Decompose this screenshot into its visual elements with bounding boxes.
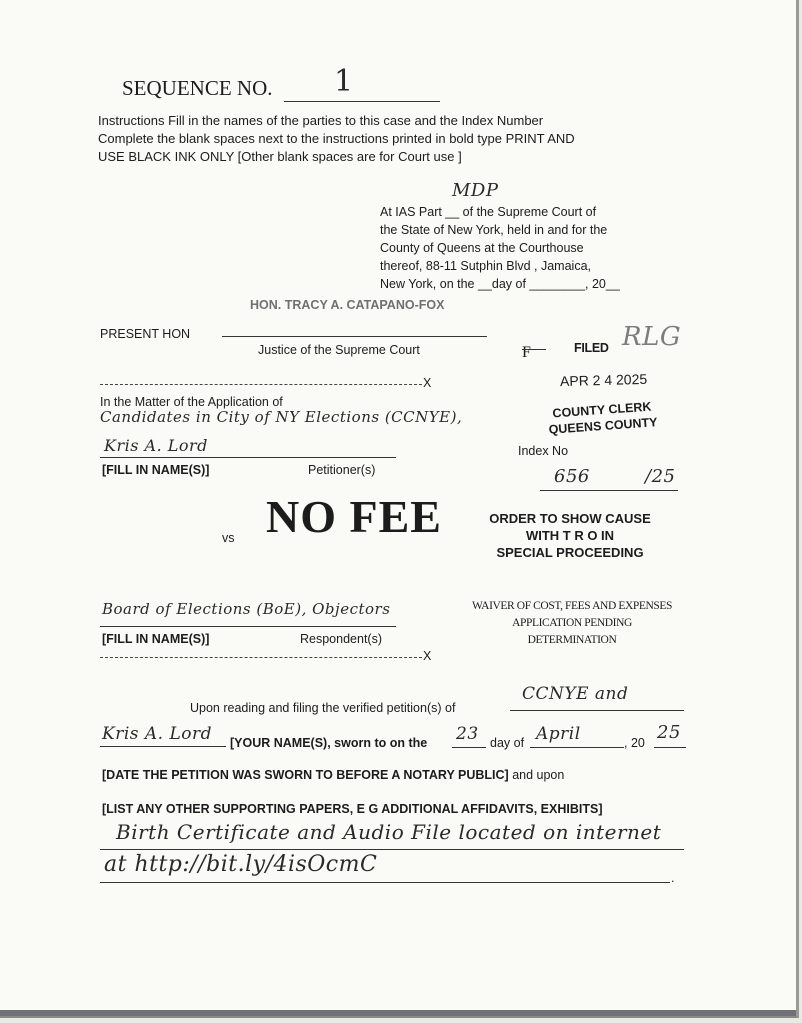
order-title-line-2: WITH T R O IN	[525, 528, 615, 543]
supporting-papers-line-2: at http://bit.ly/4isOcmC	[104, 852, 378, 877]
county-clerk-line-1: COUNTY CLERK	[552, 399, 652, 421]
caption-top-divider	[100, 384, 422, 385]
and-upon-text: and upon	[508, 768, 565, 782]
index-line	[540, 490, 678, 491]
filed-stamp-letter: F	[522, 344, 531, 361]
date-petition-bold: [DATE THE PETITION WAS SWORN TO BEFORE A NOTARY PUBLIC]	[102, 768, 509, 782]
petitioner-fill-label: [FILL IN NAME(S)]	[102, 463, 210, 477]
court-line-4: thereof, 88-11 Sutphin Blvd , Jamaica,	[380, 259, 591, 273]
respondent-name: Board of Elections (BoE), Objectors	[102, 600, 391, 618]
sworn-year: 25	[657, 722, 681, 743]
sequence-line	[284, 101, 440, 102]
upon-reading-text: Upon reading and filing the verified petition(s) of	[190, 701, 456, 715]
supporting-papers-label: [LIST ANY OTHER SUPPORTING PAPERS, E G ADDITIONAL AFFIDAVITS, EXHIBITS]	[102, 802, 603, 816]
court-line-2: the State of New York, held in and for the	[380, 223, 608, 237]
caption-bottom-divider	[100, 657, 422, 658]
petitioner-handwritten: CCNYE and	[522, 684, 629, 704]
county-clerk-stamp	[547, 398, 658, 438]
court-line-3: County of Queens at the Courthouse	[380, 241, 584, 255]
sworn-day: 23	[456, 724, 479, 744]
respondent-role: Respondent(s)	[300, 632, 382, 646]
sworn-month: April	[536, 724, 581, 744]
present-label: PRESENT HON	[100, 327, 191, 341]
sequence-value: 1	[334, 64, 354, 99]
sequence-label: SEQUENCE NO.	[122, 76, 273, 100]
order-title-line-1: ORDER TO SHOW CAUSE	[489, 511, 651, 526]
petitioner-line	[100, 457, 396, 458]
instructions-line-2: Complete the blank spaces next to the instructions printed in bold type PRINT AND	[98, 131, 575, 146]
petitioner-role: Petitioner(s)	[308, 463, 376, 477]
court-info	[380, 203, 620, 293]
index-label: Index No	[518, 444, 569, 458]
waiver-stamp	[472, 598, 672, 649]
instructions-line-3: USE BLACK INK ONLY [Other blank spaces are for Court use ]	[98, 149, 462, 164]
filed-initials: RLG	[622, 322, 682, 352]
name-handwritten: Kris A. Lord	[102, 724, 213, 744]
supporting-papers-period: .	[671, 871, 675, 885]
caption-top-x: X	[423, 376, 432, 390]
judge-stamp: HON. TRACY A. CATAPANO-FOX	[250, 298, 445, 312]
respondent-line	[100, 626, 396, 627]
versus-label: vs	[222, 531, 235, 545]
index-year: /25	[645, 466, 676, 487]
supporting-papers-rule-2	[100, 882, 670, 883]
filed-label: FILED	[574, 341, 609, 355]
present-line	[222, 336, 487, 337]
index-number: 656	[554, 466, 590, 487]
waiver-line-2: APPLICATION PENDING DETERMINATION	[512, 617, 632, 646]
order-title-line-3: SPECIAL PROCEEDING	[496, 545, 644, 560]
supporting-papers-line-1: Birth Certificate and Audio File located on internet	[116, 820, 662, 844]
county-clerk-line-2: QUEENS COUNTY	[548, 415, 658, 437]
sworn-month-line	[530, 747, 624, 748]
instructions	[98, 112, 698, 166]
sworn-day-line	[452, 747, 486, 748]
petitioner-handwritten-line	[510, 710, 684, 711]
caption-bottom-x: X	[423, 649, 432, 663]
filed-stamp-corner	[522, 349, 546, 350]
petitioner-name-line-1: Candidates in City of NY Elections (CCNYE),	[100, 408, 463, 426]
sworn-year-line	[654, 747, 686, 748]
waiver-line-1: WAIVER OF COST, FEES AND EXPENSES	[472, 600, 672, 612]
year-prefix: , 20	[624, 736, 645, 750]
name-line	[100, 746, 226, 747]
order-title	[482, 510, 658, 561]
court-line-5: New York, on the __day of ________, 20__	[380, 277, 620, 291]
your-name-label: [YOUR NAME(S), sworn to on the	[230, 736, 428, 750]
ias-part-handwritten: MDP	[452, 180, 499, 201]
petitioner-name-line-2: Kris A. Lord	[104, 436, 208, 455]
filed-date: APR 2 4 2025	[559, 370, 648, 390]
instructions-line-1: Instructions Fill in the names of the parties to this case and the Index Number	[98, 113, 544, 128]
respondent-fill-label: [FILL IN NAME(S)]	[102, 632, 210, 646]
date-petition-label	[102, 767, 564, 783]
matter-label: In the Matter of the Application of	[100, 395, 283, 409]
day-of-label: day of	[490, 736, 525, 750]
judge-title: Justice of the Supreme Court	[258, 343, 420, 357]
court-line-1: At IAS Part __ of the Supreme Court of	[380, 205, 597, 219]
no-fee-stamp: NO FEE	[266, 491, 442, 542]
supporting-papers-rule-1	[100, 849, 684, 850]
